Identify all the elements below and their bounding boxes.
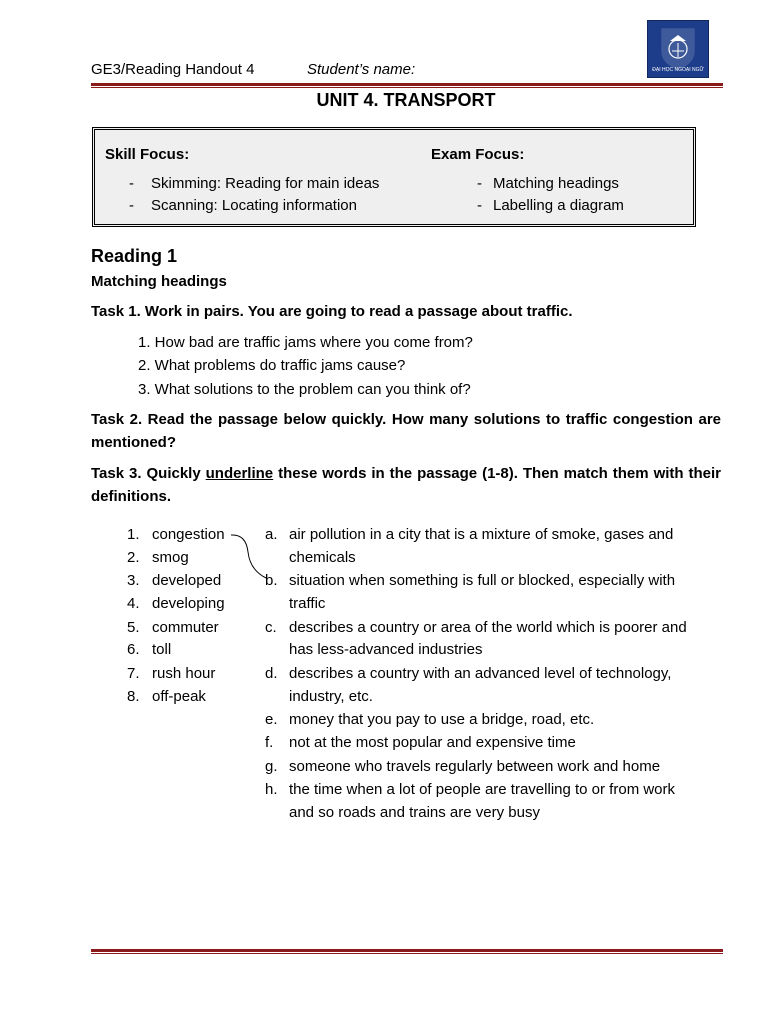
definition-line: situation when something is full or blocked, especially with bbox=[289, 572, 676, 589]
word-item: developed bbox=[152, 572, 222, 589]
skill-item-1: Skimming: Reading for main ideas bbox=[151, 175, 380, 192]
word-item: smog bbox=[152, 549, 189, 566]
definition-letter: c. bbox=[265, 619, 277, 636]
definition-letter: a. bbox=[265, 526, 278, 543]
definition-line-cont: has less-advanced industries bbox=[289, 641, 483, 658]
header-rule-thin bbox=[91, 87, 723, 88]
definition-line: air pollution in a city that is a mixture of smoke, gases and bbox=[289, 526, 674, 543]
word-num: 4. bbox=[127, 595, 140, 612]
word-num: 6. bbox=[127, 641, 140, 658]
definition-letter: b. bbox=[265, 572, 278, 589]
definition-line: describes a country or area of the world which is poorer and bbox=[289, 619, 687, 636]
definition-line: describes a country with an advanced level of technology, bbox=[289, 665, 672, 682]
definition-line-cont: industry, etc. bbox=[289, 688, 373, 705]
word-item: commuter bbox=[152, 619, 219, 636]
exam-focus-label: Exam Focus: bbox=[431, 146, 525, 163]
word-num: 1. bbox=[127, 526, 140, 543]
definition-line: money that you pay to use a bridge, road, etc. bbox=[289, 711, 595, 728]
word-item: congestion bbox=[152, 526, 225, 543]
task-3-post: these words in the passage (1-8). Then match them with their bbox=[273, 465, 722, 482]
task-2-line-1: Task 2. Read the passage below quickly. How many solutions to traffic congestion are bbox=[91, 411, 721, 428]
task1-question-2: 2. What problems do traffic jams cause? bbox=[138, 357, 406, 374]
definition-letter: g. bbox=[265, 758, 278, 775]
header-rule-thick bbox=[91, 83, 723, 86]
task-3-line-1 bbox=[91, 465, 721, 482]
task-3-line-2: definitions. bbox=[91, 488, 171, 505]
definition-line: not at the most popular and expensive time bbox=[289, 734, 576, 751]
definition-letter: e. bbox=[265, 711, 278, 728]
skill-dash-1: - bbox=[129, 175, 134, 192]
definition-line-cont: and so roads and trains are very busy bbox=[289, 804, 540, 821]
definition-line-cont: traffic bbox=[289, 595, 326, 612]
definition-line: someone who travels regularly between work and home bbox=[289, 758, 661, 775]
task1-question-1: 1. How bad are traffic jams where you come from? bbox=[138, 334, 473, 351]
skill-item-2: Scanning: Locating information bbox=[151, 197, 357, 214]
reading-title: Reading 1 bbox=[91, 246, 178, 266]
definition-letter: h. bbox=[265, 781, 278, 798]
logo-text: ĐẠI HỌC NGOẠI NGỮ bbox=[652, 67, 704, 73]
exam-dash-2: - bbox=[477, 197, 482, 214]
skill-focus-label: Skill Focus: bbox=[105, 146, 190, 163]
task-2-line-2: mentioned? bbox=[91, 434, 176, 451]
task-3-underlined: underline bbox=[205, 465, 274, 482]
task-1: Task 1. Work in pairs. You are going to read a passage about traffic. bbox=[91, 303, 573, 320]
word-item: off-peak bbox=[152, 688, 206, 705]
example-match-line bbox=[228, 532, 270, 582]
student-name-label: Student’s name: bbox=[307, 61, 416, 78]
unit-title: UNIT 4. TRANSPORT bbox=[316, 90, 496, 110]
word-item: developing bbox=[152, 595, 225, 612]
university-logo bbox=[647, 20, 709, 78]
word-item: rush hour bbox=[152, 665, 216, 682]
word-item: toll bbox=[152, 641, 172, 658]
task-3-pre: Task 3. Quickly bbox=[91, 465, 206, 482]
handout-label: GE3/Reading Handout 4 bbox=[91, 61, 255, 78]
definition-letter: f. bbox=[265, 734, 274, 751]
word-num: 5. bbox=[127, 619, 140, 636]
footer-rule-thin bbox=[91, 953, 723, 954]
task1-question-3: 3. What solutions to the problem can you think of? bbox=[138, 381, 471, 398]
reading-subtitle: Matching headings bbox=[91, 273, 227, 290]
exam-dash-1: - bbox=[477, 175, 482, 192]
word-num: 8. bbox=[127, 688, 140, 705]
definition-letter: d. bbox=[265, 665, 278, 682]
exam-item-1: Matching headings bbox=[493, 175, 619, 192]
focus-box bbox=[92, 127, 696, 227]
definition-line: the time when a lot of people are travelling to or from work bbox=[289, 781, 676, 798]
skill-dash-2: - bbox=[129, 197, 134, 214]
footer-rule-thick bbox=[91, 949, 723, 952]
word-num: 3. bbox=[127, 572, 140, 589]
word-num: 2. bbox=[127, 549, 140, 566]
exam-item-2: Labelling a diagram bbox=[493, 197, 624, 214]
word-num: 7. bbox=[127, 665, 140, 682]
definition-line-cont: chemicals bbox=[289, 549, 356, 566]
